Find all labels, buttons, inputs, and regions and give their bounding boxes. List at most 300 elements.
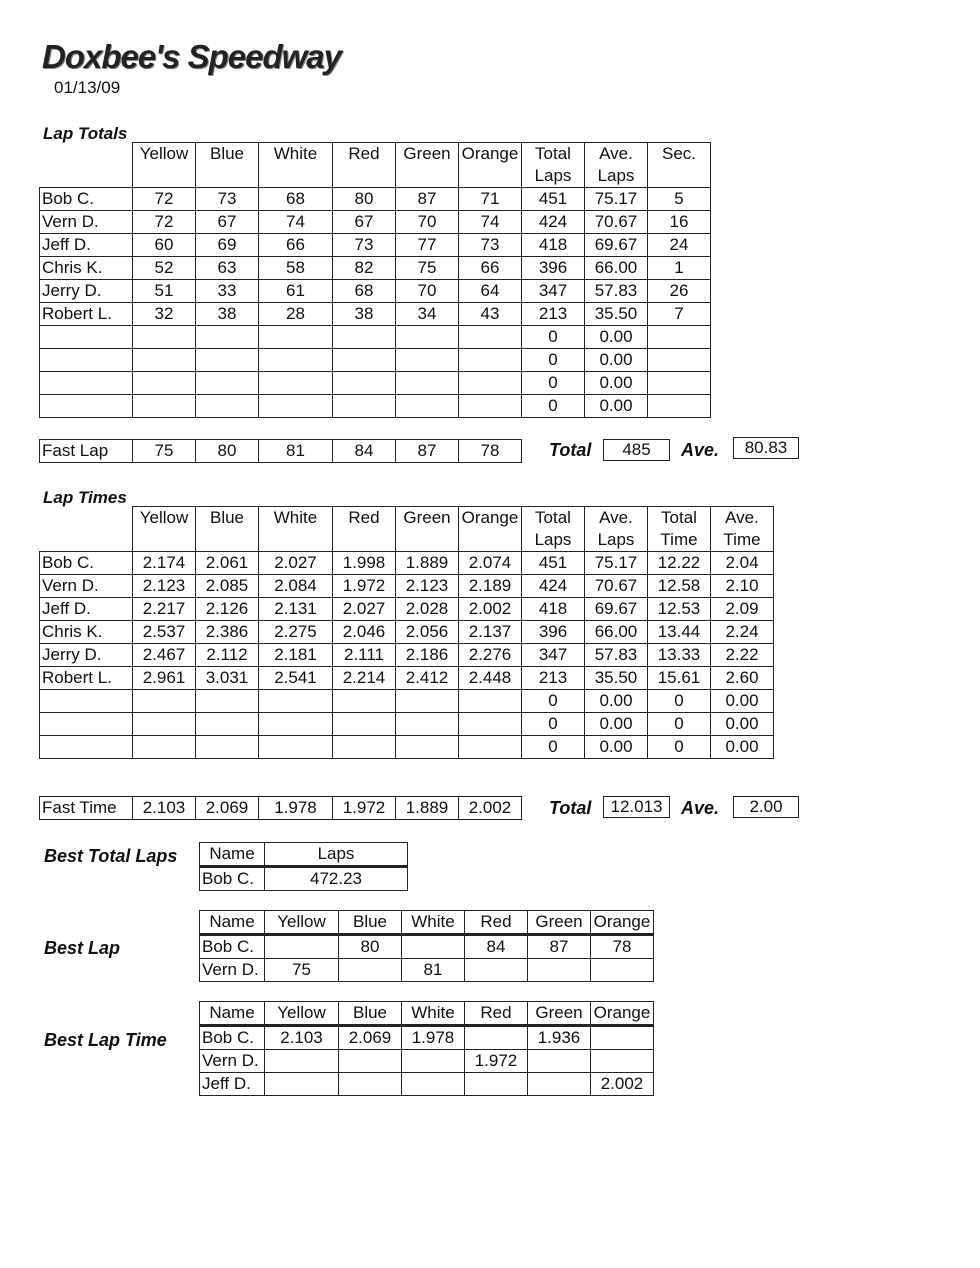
table-cell — [396, 349, 459, 372]
table-cell: 73 — [459, 234, 522, 257]
table-cell: 2.412 — [396, 667, 459, 690]
table-cell — [133, 395, 196, 418]
header-row — [40, 507, 774, 552]
table-row — [40, 598, 774, 621]
table-cell: 13.44 — [648, 621, 711, 644]
table-row — [40, 326, 711, 349]
table-cell: 57.83 — [585, 280, 648, 303]
table-cell: 70.67 — [585, 575, 648, 598]
table-cell: 2.061 — [196, 552, 259, 575]
column-header: Green — [528, 1002, 591, 1026]
row-name-cell: Robert L. — [40, 667, 133, 690]
column-header: Red — [333, 143, 396, 188]
table-cell: 0 — [522, 713, 585, 736]
row-name-cell: Chris K. — [40, 257, 133, 280]
table-cell: 2.046 — [333, 621, 396, 644]
table-cell: 35.50 — [585, 667, 648, 690]
row-name-cell — [40, 395, 133, 418]
table-cell: 2.275 — [259, 621, 333, 644]
column-header: Ave. Laps — [585, 507, 648, 552]
table-cell: 66.00 — [585, 621, 648, 644]
table-cell — [196, 736, 259, 759]
table-cell — [591, 1050, 654, 1073]
header-row — [200, 843, 408, 867]
table-row — [40, 211, 711, 234]
table-cell: 418 — [522, 234, 585, 257]
table-cell — [259, 395, 333, 418]
table-cell: 74 — [459, 211, 522, 234]
table-cell: 28 — [259, 303, 333, 326]
table-cell: 0 — [522, 326, 585, 349]
column-header: Yellow — [265, 1002, 339, 1026]
table-cell: 69.67 — [585, 234, 648, 257]
table-cell: 2.214 — [333, 667, 396, 690]
table-cell: 0.00 — [585, 326, 648, 349]
table-cell — [333, 372, 396, 395]
table-cell — [459, 713, 522, 736]
fast-time-table — [39, 796, 522, 820]
table-cell: 13.33 — [648, 644, 711, 667]
row-name-cell — [40, 690, 133, 713]
table-cell: 52 — [133, 257, 196, 280]
table-row — [40, 188, 711, 211]
best-lap-table — [199, 910, 654, 982]
table-cell — [402, 1073, 465, 1096]
table-cell — [265, 1050, 339, 1073]
column-header: Total Laps — [522, 143, 585, 188]
table-cell: 3.031 — [196, 667, 259, 690]
table-cell — [259, 713, 333, 736]
table-cell — [465, 1026, 528, 1050]
table-row — [200, 959, 654, 982]
table-cell: 2.537 — [133, 621, 196, 644]
column-header: Blue — [339, 911, 402, 935]
lap-totals-total-value: 485 — [603, 439, 670, 461]
table-cell: 72 — [133, 188, 196, 211]
table-cell — [259, 372, 333, 395]
column-header: Red — [465, 911, 528, 935]
table-cell: 63 — [196, 257, 259, 280]
table-cell: 2.069 — [196, 797, 259, 820]
table-cell: 2.217 — [133, 598, 196, 621]
table-row — [40, 713, 774, 736]
table-cell: 66 — [459, 257, 522, 280]
table-cell: 0.00 — [711, 713, 774, 736]
table-cell: 32 — [133, 303, 196, 326]
lap-times-ave-value: 2.00 — [733, 796, 799, 818]
table-cell: 38 — [333, 303, 396, 326]
table-cell: 2.467 — [133, 644, 196, 667]
table-cell: 2.103 — [265, 1026, 339, 1050]
table-cell: 1 — [648, 257, 711, 280]
table-cell: 472.23 — [265, 867, 408, 891]
lap-times-table — [39, 506, 774, 759]
table-cell — [259, 349, 333, 372]
table-cell: 75 — [133, 440, 196, 463]
table-row — [40, 234, 711, 257]
table-cell — [459, 372, 522, 395]
table-cell: 69 — [196, 234, 259, 257]
lap-totals-ave-value: 80.83 — [733, 437, 799, 459]
table-cell: 0 — [648, 736, 711, 759]
table-row — [40, 736, 774, 759]
table-cell: 82 — [333, 257, 396, 280]
table-cell: 2.085 — [196, 575, 259, 598]
table-cell: 424 — [522, 575, 585, 598]
best-total-laps-label: Best Total Laps — [44, 846, 178, 866]
table-cell: 1.972 — [465, 1050, 528, 1073]
table-cell — [591, 959, 654, 982]
lap-times-label: Lap Times — [43, 488, 127, 507]
table-cell: 0 — [522, 736, 585, 759]
table-cell: 396 — [522, 621, 585, 644]
table-cell — [196, 690, 259, 713]
fast-row — [40, 797, 522, 820]
table-cell: 2.027 — [333, 598, 396, 621]
table-cell: 68 — [333, 280, 396, 303]
table-row — [40, 667, 774, 690]
best-lap-time-table — [199, 1001, 654, 1096]
table-cell: 1.936 — [528, 1026, 591, 1050]
table-cell: 0 — [648, 690, 711, 713]
table-cell: 2.028 — [396, 598, 459, 621]
table-cell — [133, 690, 196, 713]
table-cell: 12.22 — [648, 552, 711, 575]
column-header: Orange — [591, 911, 654, 935]
table-row — [40, 349, 711, 372]
table-cell: 16 — [648, 211, 711, 234]
table-cell — [339, 1050, 402, 1073]
table-row — [40, 372, 711, 395]
column-header: Blue — [196, 143, 259, 188]
table-cell: 2.276 — [459, 644, 522, 667]
table-cell: 60 — [133, 234, 196, 257]
table-cell: 1.972 — [333, 797, 396, 820]
column-header: Name — [200, 843, 265, 867]
table-cell: 66.00 — [585, 257, 648, 280]
table-cell: 2.448 — [459, 667, 522, 690]
table-cell: 74 — [259, 211, 333, 234]
table-row — [40, 257, 711, 280]
table-cell: 33 — [196, 280, 259, 303]
table-cell: 67 — [196, 211, 259, 234]
table-cell: 0.00 — [585, 372, 648, 395]
row-name-cell: Robert L. — [40, 303, 133, 326]
table-cell — [396, 736, 459, 759]
table-cell: 2.24 — [711, 621, 774, 644]
column-header: White — [259, 143, 333, 188]
column-header: White — [259, 507, 333, 552]
column-header: Yellow — [133, 507, 196, 552]
table-cell — [133, 736, 196, 759]
lap-times-ave-label: Ave. — [681, 798, 720, 818]
page-date: 01/13/09 — [54, 78, 121, 97]
row-name-cell: Bob C. — [200, 1026, 265, 1050]
row-name-cell: Jeff D. — [40, 598, 133, 621]
table-cell — [459, 395, 522, 418]
row-name-cell: Vern D. — [40, 575, 133, 598]
table-cell — [196, 395, 259, 418]
table-cell — [196, 713, 259, 736]
table-cell — [265, 935, 339, 959]
table-cell: 81 — [259, 440, 333, 463]
row-name-cell: Chris K. — [40, 621, 133, 644]
table-cell — [459, 349, 522, 372]
table-cell: 12.53 — [648, 598, 711, 621]
table-cell — [591, 1026, 654, 1050]
table-cell: 5 — [648, 188, 711, 211]
column-header: White — [402, 911, 465, 935]
table-cell — [396, 326, 459, 349]
table-row — [40, 621, 774, 644]
table-cell: 2.084 — [259, 575, 333, 598]
column-header: Green — [528, 911, 591, 935]
table-cell: 77 — [396, 234, 459, 257]
table-cell: 2.002 — [459, 598, 522, 621]
table-cell: 75 — [265, 959, 339, 982]
column-header: Ave. Time — [711, 507, 774, 552]
best-lap-time-label: Best Lap Time — [44, 1030, 167, 1050]
table-cell: 2.111 — [333, 644, 396, 667]
table-cell: 78 — [591, 935, 654, 959]
table-cell: 451 — [522, 552, 585, 575]
row-name-cell: Jeff D. — [200, 1073, 265, 1096]
table-cell: 75 — [396, 257, 459, 280]
table-cell: 2.60 — [711, 667, 774, 690]
lap-times-total-label: Total — [549, 798, 592, 818]
table-cell: 2.056 — [396, 621, 459, 644]
lap-times-total-value: 12.013 — [603, 796, 670, 818]
lap-totals-ave-label: Ave. — [681, 440, 720, 460]
column-header: Green — [396, 507, 459, 552]
table-cell: 2.123 — [396, 575, 459, 598]
table-cell — [459, 736, 522, 759]
row-name-cell — [40, 372, 133, 395]
table-cell: 35.50 — [585, 303, 648, 326]
table-cell — [133, 713, 196, 736]
table-cell — [396, 372, 459, 395]
fast-lap-table — [39, 439, 522, 463]
column-header: Total Time — [648, 507, 711, 552]
table-cell: 24 — [648, 234, 711, 257]
table-cell: 2.174 — [133, 552, 196, 575]
table-cell — [259, 736, 333, 759]
header-blank-cell — [40, 143, 133, 188]
table-cell — [333, 690, 396, 713]
table-cell: 0 — [522, 372, 585, 395]
table-cell: 70 — [396, 280, 459, 303]
row-name-cell: Vern D. — [40, 211, 133, 234]
table-cell — [396, 713, 459, 736]
table-cell: 72 — [133, 211, 196, 234]
table-cell: 70.67 — [585, 211, 648, 234]
column-header: Red — [333, 507, 396, 552]
column-header: Orange — [459, 143, 522, 188]
header-blank-cell — [40, 507, 133, 552]
table-cell: 418 — [522, 598, 585, 621]
table-cell: 0 — [648, 713, 711, 736]
table-cell — [402, 1050, 465, 1073]
table-cell — [465, 959, 528, 982]
row-name-cell: Bob C. — [40, 188, 133, 211]
table-row — [40, 280, 711, 303]
table-cell — [333, 713, 396, 736]
fast-row — [40, 440, 522, 463]
table-cell: 0 — [522, 349, 585, 372]
column-header: Orange — [459, 507, 522, 552]
table-cell — [465, 1073, 528, 1096]
table-cell: 2.123 — [133, 575, 196, 598]
table-cell — [459, 326, 522, 349]
table-cell: 51 — [133, 280, 196, 303]
table-cell — [333, 349, 396, 372]
table-cell: 0.00 — [585, 395, 648, 418]
table-cell: 2.189 — [459, 575, 522, 598]
table-cell: 2.126 — [196, 598, 259, 621]
table-cell: 2.541 — [259, 667, 333, 690]
table-cell: 2.386 — [196, 621, 259, 644]
column-header: Yellow — [265, 911, 339, 935]
table-row — [40, 552, 774, 575]
header-row — [40, 143, 711, 188]
table-cell — [259, 690, 333, 713]
table-cell — [196, 349, 259, 372]
table-cell: 61 — [259, 280, 333, 303]
table-cell: 2.112 — [196, 644, 259, 667]
table-row — [200, 1026, 654, 1050]
table-cell: 0.00 — [711, 736, 774, 759]
table-cell — [528, 1050, 591, 1073]
table-cell: 68 — [259, 188, 333, 211]
table-row — [200, 867, 408, 891]
table-row — [200, 935, 654, 959]
table-cell — [402, 935, 465, 959]
column-header: Name — [200, 1002, 265, 1026]
row-name-cell: Vern D. — [200, 959, 265, 982]
column-header: Ave. Laps — [585, 143, 648, 188]
row-name-cell: Vern D. — [200, 1050, 265, 1073]
column-header: Sec. — [648, 143, 711, 188]
table-cell: 451 — [522, 188, 585, 211]
header-row — [200, 1002, 654, 1026]
row-name-cell — [40, 326, 133, 349]
table-row — [40, 644, 774, 667]
table-cell: 1.978 — [402, 1026, 465, 1050]
table-cell: 1.972 — [333, 575, 396, 598]
table-cell: 1.998 — [333, 552, 396, 575]
table-row — [40, 395, 711, 418]
table-cell: 15.61 — [648, 667, 711, 690]
table-cell — [133, 326, 196, 349]
table-cell: 78 — [459, 440, 522, 463]
table-cell: 71 — [459, 188, 522, 211]
table-cell: 34 — [396, 303, 459, 326]
table-cell: 57.83 — [585, 644, 648, 667]
table-cell: 0.00 — [585, 713, 648, 736]
table-cell: 424 — [522, 211, 585, 234]
row-name-cell — [40, 713, 133, 736]
table-cell: 2.137 — [459, 621, 522, 644]
table-cell: 2.002 — [591, 1073, 654, 1096]
table-cell — [648, 326, 711, 349]
table-cell — [459, 690, 522, 713]
row-name-cell — [40, 349, 133, 372]
table-cell: 81 — [402, 959, 465, 982]
best-total-laps-table — [199, 842, 408, 891]
row-name-cell: Fast Time — [40, 797, 133, 820]
table-cell: 2.131 — [259, 598, 333, 621]
row-name-cell: Bob C. — [40, 552, 133, 575]
table-cell: 2.186 — [396, 644, 459, 667]
table-row — [40, 575, 774, 598]
table-cell: 80 — [333, 188, 396, 211]
table-cell: 2.961 — [133, 667, 196, 690]
lap-totals-label: Lap Totals — [43, 124, 128, 143]
table-cell: 66 — [259, 234, 333, 257]
table-cell: 58 — [259, 257, 333, 280]
row-name-cell: Jeff D. — [40, 234, 133, 257]
table-row — [200, 1073, 654, 1096]
row-name-cell: Bob C. — [200, 867, 265, 891]
table-cell: 87 — [528, 935, 591, 959]
table-cell: 87 — [396, 440, 459, 463]
table-cell — [648, 349, 711, 372]
table-cell: 2.04 — [711, 552, 774, 575]
table-cell: 0 — [522, 690, 585, 713]
table-cell: 2.09 — [711, 598, 774, 621]
table-cell: 2.103 — [133, 797, 196, 820]
table-cell: 1.978 — [259, 797, 333, 820]
table-cell — [396, 690, 459, 713]
table-cell: 73 — [196, 188, 259, 211]
table-cell: 75.17 — [585, 552, 648, 575]
table-cell — [339, 1073, 402, 1096]
table-cell: 38 — [196, 303, 259, 326]
row-name-cell: Fast Lap — [40, 440, 133, 463]
table-row — [40, 690, 774, 713]
table-cell: 347 — [522, 280, 585, 303]
table-cell: 43 — [459, 303, 522, 326]
table-cell — [528, 1073, 591, 1096]
table-cell: 2.069 — [339, 1026, 402, 1050]
table-cell: 0.00 — [585, 736, 648, 759]
column-header: Blue — [196, 507, 259, 552]
table-cell — [333, 326, 396, 349]
row-name-cell: Bob C. — [200, 935, 265, 959]
table-cell: 87 — [396, 188, 459, 211]
table-cell: 1.889 — [396, 797, 459, 820]
table-cell: 213 — [522, 667, 585, 690]
column-header: Laps — [265, 843, 408, 867]
table-cell — [133, 372, 196, 395]
table-cell: 2.002 — [459, 797, 522, 820]
column-header: Total Laps — [522, 507, 585, 552]
table-cell: 69.67 — [585, 598, 648, 621]
table-row — [200, 1050, 654, 1073]
table-cell: 84 — [333, 440, 396, 463]
table-cell — [196, 372, 259, 395]
table-cell: 75.17 — [585, 188, 648, 211]
table-row — [40, 303, 711, 326]
column-header: Green — [396, 143, 459, 188]
table-cell — [133, 349, 196, 372]
table-cell: 80 — [196, 440, 259, 463]
column-header: White — [402, 1002, 465, 1026]
table-cell: 1.889 — [396, 552, 459, 575]
lap-totals-total-label: Total — [549, 440, 592, 460]
table-cell: 67 — [333, 211, 396, 234]
table-cell: 70 — [396, 211, 459, 234]
